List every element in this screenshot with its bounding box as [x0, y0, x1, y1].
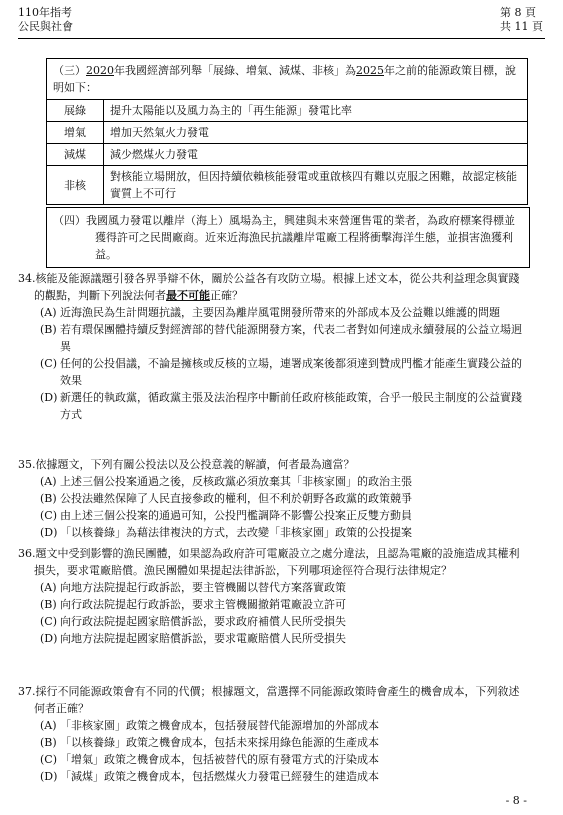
exam-title: 110年指考	[18, 6, 72, 19]
option-b[interactable]: (B) 「以核養綠」政策之機會成本，包括未來採用綠色能源的生產成本	[40, 736, 379, 749]
question-35	[18, 456, 528, 541]
option-d[interactable]: (D) 「以核養綠」為藉法律複決的方式，去改變「非核家園」政策的公投提案	[40, 526, 412, 539]
option-a[interactable]: (A) 向地方法院提起行政訴訟，要主管機關以替代方案落實政策	[40, 581, 346, 594]
option-a[interactable]: (A) 「非核家園」政策之機會成本，包括發展替代能源增加的外部成本	[40, 719, 379, 732]
policy-key: 展綠	[47, 100, 104, 122]
policy-table-header	[47, 59, 528, 100]
option-c[interactable]: (C) 由上述三個公投案的通過可知，公投門檻調降不影響公投案正反雙方動員	[40, 509, 412, 522]
option-b[interactable]: (B) 公投法雖然保障了人民直接參政的權利，但不利於朝野各政黨的政策競爭	[40, 492, 412, 505]
policy-key: 減煤	[47, 144, 104, 166]
page-header-left	[18, 6, 73, 34]
option-c[interactable]: (C) 任何的公投倡議，不論是擁核或反核的立場，連署成案後都須達到贊成門檻才能產生實踐公益的效果	[40, 357, 522, 387]
policy-desc: 對核能立場開放，但因持續依賴核能發電或重啟核四有難以克服之困難，故認定核能實質上不可行	[104, 166, 528, 205]
option-b[interactable]: (B) 向行政法院提起行政訴訟，要求主管機關撤銷電廠設立許可	[40, 598, 346, 611]
option-d[interactable]: (D) 向地方法院提起國家賠償訴訟，要求電廠賠償人民所受損失	[40, 632, 346, 645]
question-36	[18, 545, 528, 647]
page-header-right	[500, 6, 543, 34]
question-stem: 37.採行不同能源政策會有不同的代價；根據題文，當選擇不同能源政策時會產生的機會成本，下列敘述何者正確？	[18, 685, 520, 715]
policy-row	[47, 100, 528, 122]
section4-text: （四）我國風力發電以離岸（海上）風場為主，興建與未來營運售電的業者，為政府標案得標並獲得許可之民間廠商。近來近海漁民抗議離岸電廠工程將衝擊海洋生態，並損害漁獲利益。	[53, 214, 515, 261]
question-stem: 34.核能及能源議題引發各界爭辯不休，關於公益各有攻防立場。根據上述文本，從公共利益理念與實踐的觀點，判斷下列說法何者最不可能正確？	[18, 272, 520, 302]
policy-desc: 提升太陽能以及風力為主的「再生能源」發電比率	[104, 100, 528, 122]
energy-policy-table	[46, 58, 528, 205]
policy-key: 增氣	[47, 122, 104, 144]
option-b[interactable]: (B) 若有環保團體持續反對經濟部的替代能源開發方案，代表二者對如何達成永續發展的公益立場迥異	[40, 323, 522, 353]
subject-title: 公民與社會	[18, 20, 73, 33]
policy-intro: （三）2020年我國經濟部列舉「展綠、增氣、減煤、非核」為2025年之前的能源政策目標，說明如下：	[47, 59, 528, 100]
policy-row	[47, 166, 528, 205]
section4-box	[46, 207, 530, 268]
option-c[interactable]: (C) 向行政法院提起國家賠償訴訟，要求政府補償人民所受損失	[40, 615, 346, 628]
policy-row	[47, 144, 528, 166]
policy-desc: 增加天然氣火力發電	[104, 122, 528, 144]
page-number: - 8 -	[505, 794, 527, 807]
header-divider	[18, 38, 545, 39]
question-stem: 36.題文中受到影響的漁民團體，如果認為政府許可電廠設立之處分違法，且認為電廠的設施造成其權利損失，要求電廠賠償。漁民團體如果提起法律訴訟，下列哪項途徑符合現行法律規定？	[18, 547, 520, 577]
option-a[interactable]: (A) 近海漁民為生計問題抗議，主要因為離岸風電開發所帶來的外部成本及公益難以維護的問題	[40, 306, 500, 319]
total-pages: 共 11 頁	[500, 20, 543, 33]
question-stem: 35.依據題文，下列有關公投法以及公投意義的解讀，何者最為適當？	[18, 458, 355, 471]
question-34	[18, 270, 528, 423]
option-d[interactable]: (D) 「減煤」政策之機會成本，包括燃煤火力發電已經發生的建造成本	[40, 770, 379, 783]
option-d[interactable]: (D) 新選任的執政黨，循政黨主張及法治程序中斷前任政府核能政策，合乎一般民主制度的公益實踐方式	[40, 391, 522, 421]
option-c[interactable]: (C) 「增氣」政策之機會成本，包括被替代的原有發電方式的汙染成本	[40, 753, 379, 766]
question-37	[18, 683, 528, 785]
policy-row	[47, 122, 528, 144]
policy-key: 非核	[47, 166, 104, 205]
option-a[interactable]: (A) 上述三個公投案通過之後，反核政黨必須放棄其「非核家園」的政治主張	[40, 475, 412, 488]
page-indicator: 第 8 頁	[500, 6, 536, 19]
policy-desc: 減少燃煤火力發電	[104, 144, 528, 166]
